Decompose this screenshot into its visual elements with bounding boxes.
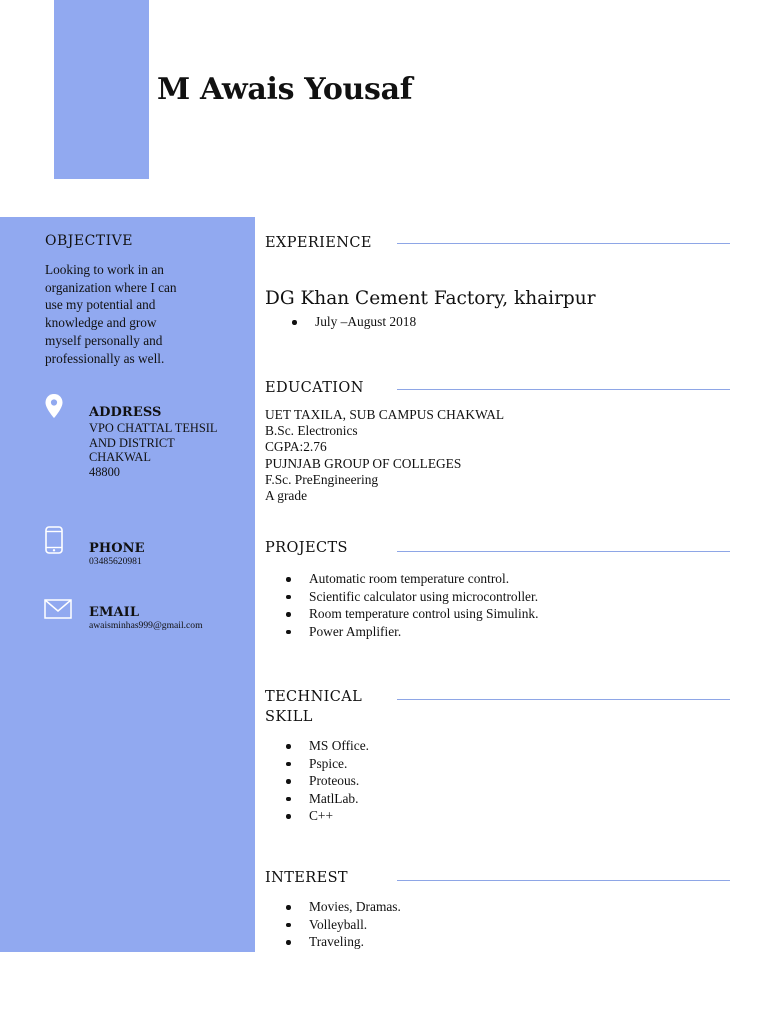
address-line-4: 48800 bbox=[89, 464, 120, 479]
objective-heading: OBJECTIVE bbox=[45, 233, 134, 249]
objective-text: Looking to work in an organization where I can use my potential and knowledge and grow myself personally and professionally as well. bbox=[45, 262, 177, 366]
projects-heading: PROJECTS bbox=[265, 540, 348, 556]
phone-value: 03485620981 bbox=[89, 556, 142, 567]
phone-title: PHONE bbox=[89, 541, 145, 556]
projects-list bbox=[285, 570, 538, 640]
skill-item: Pspice. bbox=[285, 755, 369, 773]
project-item: Room temperature control using Simulink. bbox=[285, 605, 538, 623]
skill-item: MS Office. bbox=[285, 737, 369, 755]
address-title: ADDRESS bbox=[89, 405, 162, 420]
experience-list bbox=[291, 313, 416, 331]
address-line-1: VPO CHATTAL TEHSIL bbox=[89, 421, 218, 435]
skill-item: Proteous. bbox=[285, 772, 369, 790]
technical-skill-divider bbox=[397, 699, 730, 700]
education-details bbox=[265, 407, 504, 504]
education-line: UET TAXILA, SUB CAMPUS CHAKWAL bbox=[265, 407, 505, 422]
envelope-icon bbox=[44, 599, 72, 623]
candidate-name: M Awais Yousaf bbox=[157, 72, 413, 107]
technical-skill-heading bbox=[265, 687, 362, 727]
education-divider bbox=[397, 389, 730, 390]
experience-heading: EXPERIENCE bbox=[265, 235, 372, 251]
education-heading: EDUCATION bbox=[265, 380, 364, 396]
education-line: PUJNJAB GROUP OF COLLEGES bbox=[265, 455, 462, 471]
address-line-2: AND DISTRICT bbox=[89, 435, 175, 450]
interest-item: Movies, Dramas. bbox=[285, 898, 401, 916]
education-line: CGPA:2.76 bbox=[265, 439, 327, 455]
project-item: Power Amplifier. bbox=[285, 623, 538, 641]
education-line: B.Sc. Electronics bbox=[265, 423, 358, 439]
address-line-3: CHAKWAL bbox=[89, 450, 151, 465]
technical-skill-list bbox=[285, 737, 369, 825]
experience-period: July –August 2018 bbox=[291, 313, 416, 331]
experience-divider bbox=[397, 243, 730, 244]
interest-list bbox=[285, 898, 401, 951]
technical-skill-heading-line2: SKILL bbox=[265, 709, 313, 725]
projects-divider bbox=[397, 551, 730, 552]
phone-icon bbox=[44, 526, 64, 558]
email-value: awaisminhas999@gmail.com bbox=[89, 620, 203, 631]
technical-skill-heading-line1: TECHNICAL bbox=[265, 689, 363, 705]
interest-heading: INTEREST bbox=[265, 870, 348, 886]
project-item: Scientific calculator using microcontroller. bbox=[285, 588, 538, 606]
email-title: EMAIL bbox=[89, 605, 140, 620]
project-item: Automatic room temperature control. bbox=[285, 570, 538, 588]
interest-item: Volleyball. bbox=[285, 916, 401, 934]
education-line: A grade bbox=[265, 488, 308, 504]
interest-item: Traveling. bbox=[285, 933, 401, 951]
header-accent-block bbox=[54, 0, 149, 179]
interest-divider bbox=[397, 880, 730, 881]
experience-company: DG Khan Cement Factory, khairpur bbox=[265, 288, 596, 309]
skill-item: MatlLab. bbox=[285, 790, 369, 808]
education-line: F.Sc. PreEngineering bbox=[265, 471, 379, 487]
location-pin-icon bbox=[44, 393, 64, 423]
skill-item: C++ bbox=[285, 807, 369, 825]
